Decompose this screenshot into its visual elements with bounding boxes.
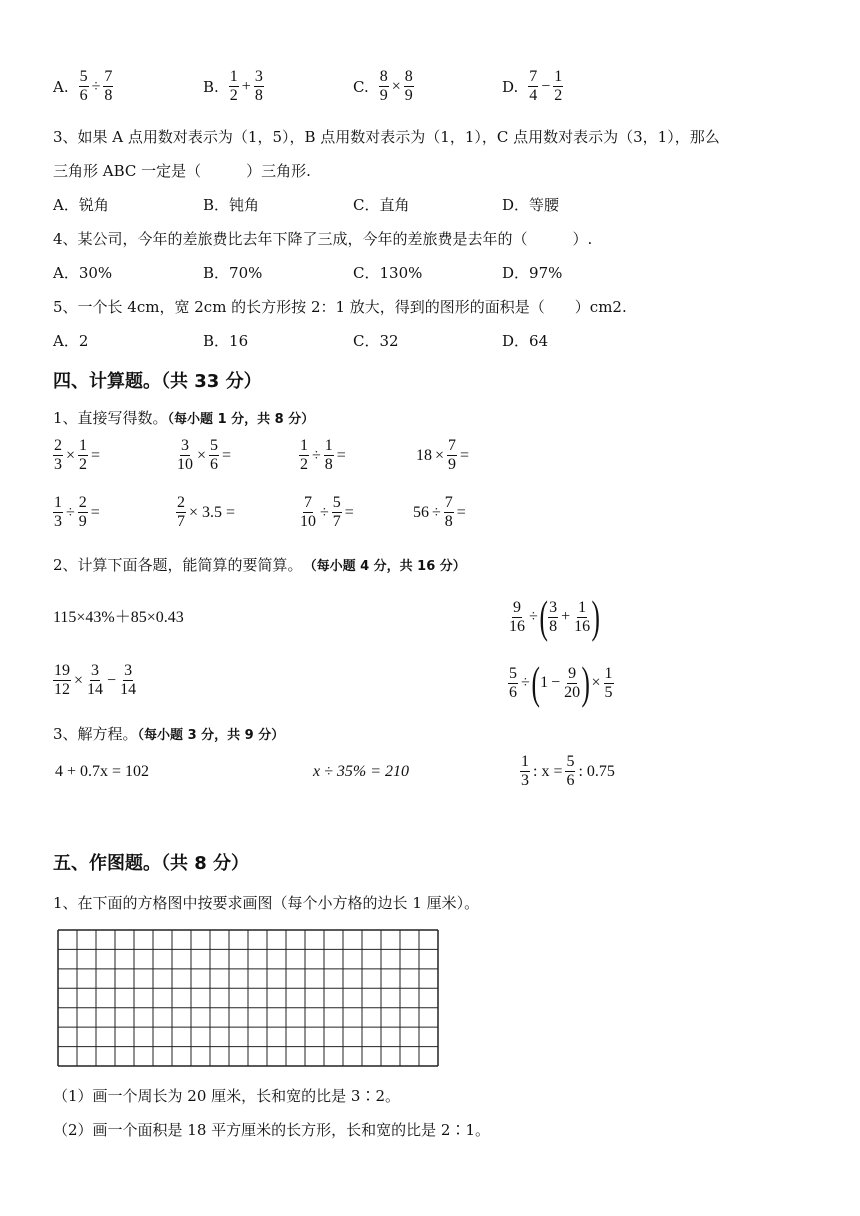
q5-option-a: A．2 [53, 332, 89, 350]
q5-option-d: D．64 [502, 332, 549, 350]
fraction: $\frac{7}{4}$ [529, 68, 538, 104]
s5-part1-heading: 1、在下面的方格图中按要求画图（每个小方格的边长 1 厘米）。 [53, 894, 480, 912]
q5-text: 5、一个长 4cm，宽 2cm 的长方形按 2：1 放大，得到的图形的面积是（ ）cm2. [53, 298, 627, 316]
fraction: $\frac{7}{8}$ [104, 68, 113, 104]
calc-item-3: $\frac{1}{2}$ ÷ $\frac{1}{8}$ = [300, 437, 346, 473]
p2-expression-2: $\frac{9}{16}$ ÷ ( $\frac{3}{8}$ + $\frac{1}{16}$ ) [509, 591, 601, 642]
q5-option-b: B．16 [203, 332, 249, 350]
fraction: $\frac{1}{2}$ [554, 68, 563, 104]
equation-3: $\frac{1}{3}$ : x = $\frac{5}{6}$ : 0.75 [521, 753, 615, 789]
q4-option-a: A．30% [53, 264, 113, 282]
q5-option-c: C．32 [353, 332, 399, 350]
q3-option-d: D．等腰 [502, 196, 560, 214]
q4-option-c: C．130% [353, 264, 423, 282]
fraction: $\frac{8}{9}$ [379, 68, 388, 104]
q4-text: 4、某公司，今年的差旅费比去年下降了三成，今年的差旅费是去年的（ ）. [53, 230, 593, 248]
q3-option-b: B．钝角 [203, 196, 260, 214]
equation-1: 4 + 0.7x = 102 [55, 763, 150, 780]
section-4-title: 四、计算题。（共 33 分） [53, 371, 262, 392]
drawing-requirement-2: （2）画一个面积是 18 平方厘米的长方形，长和宽的比是 2∶1。 [53, 1121, 491, 1139]
fraction: $\frac{1}{2}$ [229, 68, 238, 104]
fraction: $\frac{3}{8}$ [254, 68, 263, 104]
q4-option-b: B．70% [203, 264, 263, 282]
q3-text-line2: 三角形 ABC 一定是（ ）三角形. [53, 162, 311, 180]
calc-item-7: $\frac{7}{10}$ ÷ $\frac{5}{7}$ = [300, 494, 354, 530]
section-5-title: 五、作图题。（共 8 分） [53, 853, 250, 874]
fraction: $\frac{5}{6}$ [79, 68, 88, 104]
q3-option-a: A．锐角 [53, 196, 109, 214]
option-a: A. $\frac{5}{6}$ ÷ $\frac{7}{8}$ [53, 68, 113, 104]
option-c: C. $\frac{8}{9}$ × $\frac{8}{9}$ [353, 68, 413, 104]
calc-item-2: $\frac{3}{10}$ × $\frac{5}{6}$ = [177, 437, 232, 473]
s4-part2-heading: 2、计算下面各题，能简算的要简算。 （每小题 4 分，共 16 分） [53, 556, 466, 574]
fraction: $\frac{8}{9}$ [404, 68, 413, 104]
p2-expression-4: $\frac{5}{6}$ ÷ ( 1 − $\frac{9}{20}$ ) × $\frac{1}{5}$ [509, 657, 613, 708]
option-b: B. $\frac{1}{2}$ + $\frac{3}{8}$ [203, 68, 263, 104]
calc-item-4: 18 × $\frac{7}{9}$ = [416, 437, 470, 473]
s4-part1-heading: 1、直接写得数。（每小题 1 分，共 8 分） [53, 409, 315, 427]
equation-2: x ÷ 35% = 210 [313, 763, 410, 780]
square-grid [56, 928, 440, 1068]
calc-item-5: $\frac{1}{3}$ ÷ $\frac{2}{9}$ = [54, 494, 100, 530]
calc-item-8: 56 ÷ $\frac{7}{8}$ = [413, 494, 466, 530]
q3-option-c: C．直角 [353, 196, 410, 214]
q3-text-line1: 3、如果 A 点用数对表示为（1，5），B 点用数对表示为（1，1），C 点用数对表示为（3，1），那么 [53, 128, 720, 146]
p2-expression-1: 115×43%＋85×0.43 [53, 609, 184, 626]
calc-item-1: $\frac{2}{3}$ × $\frac{1}{2}$ = [54, 437, 101, 473]
drawing-requirement-1: （1）画一个周长为 20 厘米，长和宽的比是 3∶2。 [53, 1087, 401, 1105]
s4-part3-heading: 3、解方程。（每小题 3 分，共 9 分） [53, 725, 285, 743]
p2-expression-3: $\frac{19}{12}$ × $\frac{3}{14}$ − $\frac{3}{14}$ [54, 662, 137, 698]
calc-item-6: $\frac{2}{7}$ × 3.5 = [177, 494, 236, 530]
option-d: D. $\frac{7}{4}$ − $\frac{1}{2}$ [502, 68, 563, 104]
q4-option-d: D．97% [502, 264, 563, 282]
